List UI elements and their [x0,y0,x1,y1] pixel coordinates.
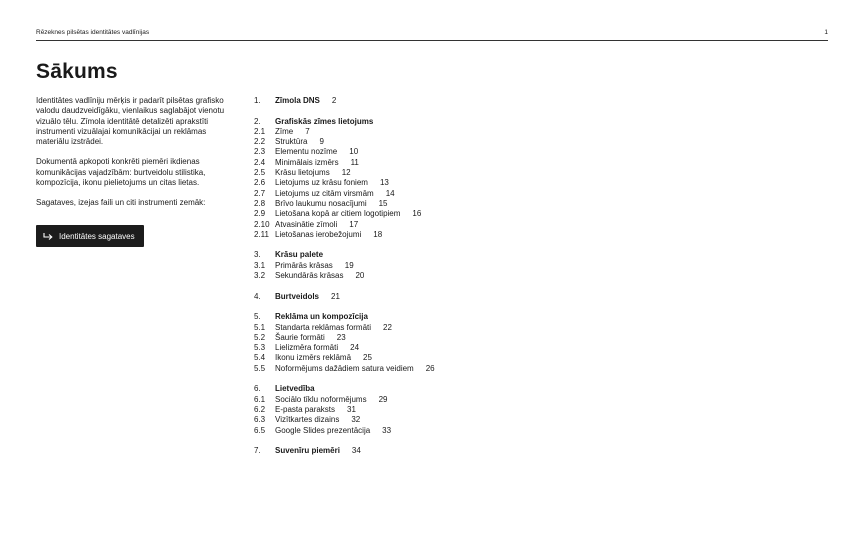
toc-section-heading[interactable] [254,312,614,322]
toc-number: 2.5 [254,168,266,178]
toc-title: Ikonu izmērs reklāmā [275,353,352,363]
toc-section [254,117,614,241]
toc-title: Zīmola DNS [275,96,320,105]
toc-page-number: 26 [425,363,435,373]
toc-section [254,250,614,281]
toc-page-number: 20 [355,271,365,281]
toc-section-heading[interactable] [254,384,614,394]
document-title: Rēzeknes pilsētas identitātes vadlīnijas [36,29,150,36]
toc-number: 2.1 [254,126,266,136]
toc-title: Primārās krāsas [275,260,333,270]
page-number: 1 [824,29,828,36]
toc-page-number: 2 [331,96,337,105]
toc-number: 6.1 [254,394,266,404]
toc-item[interactable] [254,220,614,230]
toc-number: 2.3 [254,147,266,157]
identity-templates-label: Identitātes sagataves [59,231,135,241]
toc-title: Noformējums dažādiem satura veidiem [275,363,414,373]
toc-item[interactable] [254,158,614,168]
toc-title: Standarta reklāmas formāti [275,322,372,332]
toc-number: 2. [254,116,261,126]
toc-item[interactable] [254,137,614,147]
toc-title: Burtveidols [275,291,320,301]
toc-section-heading[interactable] [254,446,614,456]
toc-item[interactable] [254,189,614,199]
toc-title: Lietvedība [275,384,315,394]
toc-page-number: 12 [341,168,351,178]
toc-item[interactable] [254,147,614,157]
toc-number: 2.2 [254,137,266,147]
toc-item[interactable] [254,127,614,137]
toc-title: Lietošana kopā ar citiem logotipiem [275,209,401,219]
toc-item[interactable] [254,323,614,333]
toc-page-number: 11 [350,157,359,167]
toc-title: Sociālo tīklu noformējums [275,394,367,404]
toc-page-number: 17 [349,219,359,229]
toc-page-number: 15 [378,198,388,208]
toc-page-number: 25 [363,353,372,363]
toc-page-number: 14 [385,188,395,198]
toc-title: Vizītkartes dizains [275,415,340,425]
toc-title: E-pasta paraksts [275,404,336,414]
toc-title: Lielizmēra formāti [275,343,339,353]
toc-page-number: 23 [336,332,346,342]
toc-number: 5.1 [254,322,266,332]
toc-number: 5. [254,312,261,322]
toc-number: 1. [254,96,261,105]
toc-number: 2.4 [254,157,266,167]
toc-item[interactable] [254,333,614,343]
toc-number: 6.2 [254,404,266,414]
toc-number: 5.4 [254,353,266,363]
toc-item[interactable] [254,415,614,425]
toc-section-heading[interactable] [254,250,614,260]
toc-item[interactable] [254,364,614,374]
toc-number: 2.10 [254,219,270,229]
toc-number: 6. [254,384,261,394]
toc-title: Suvenīru piemēri [275,446,340,456]
toc-section-heading[interactable] [254,96,614,106]
toc-section [254,96,614,106]
toc-page-number: 31 [347,404,356,414]
toc-page-number: 32 [351,415,361,425]
toc-page-number: 13 [379,178,389,188]
toc-title: Sekundārās krāsas [275,271,344,281]
arrow-return-right-icon [43,232,53,241]
toc-title: Šaurie formāti [275,332,325,342]
toc-number: 6.5 [254,425,266,435]
toc-page-number: 16 [412,209,422,219]
toc-page-number: 24 [350,343,360,353]
toc-number: 2.6 [254,178,266,188]
toc-title: Elementu nozīme [275,147,338,157]
intro-text [36,96,236,219]
toc-title: Atvasinātie zīmoli [275,219,338,229]
toc-section-heading[interactable] [254,117,614,127]
toc-title: Minimālais izmērs [275,157,339,167]
toc-item[interactable] [254,168,614,178]
toc-number: 4. [254,291,261,301]
page-header [36,28,828,41]
toc-item[interactable] [254,261,614,271]
toc-item[interactable] [254,178,614,188]
toc-number: 2.9 [254,209,266,219]
toc-item[interactable] [254,353,614,363]
toc-number: 2.8 [254,198,266,208]
intro-paragraph: Sagataves, izejas faili un citi instrumenti zemāk: [36,198,206,208]
toc-item[interactable] [254,209,614,219]
toc-title: Google Slides prezentācija [275,425,371,435]
toc-item[interactable] [254,230,614,240]
toc-page-number: 19 [344,260,354,270]
toc-title: Krāsu palete [275,250,324,260]
toc-number: 2.7 [254,188,266,198]
toc-section [254,384,614,435]
toc-page-number: 21 [331,291,340,301]
toc-section [254,446,614,456]
toc-title: Struktūra [275,137,308,147]
toc-number: 5.3 [254,343,266,353]
toc-item[interactable] [254,426,614,436]
identity-templates-button[interactable] [36,225,144,247]
toc-title: Brīvo laukumu nosacījumi [275,198,367,208]
toc-item[interactable] [254,343,614,353]
toc-page-number: 10 [349,147,359,157]
toc-title: Lietojums uz citām virsmām [275,188,374,198]
toc-section [254,312,614,374]
toc-title: Lietošanas ierobežojumi [275,229,362,239]
toc-section-heading[interactable] [254,292,614,302]
toc-number: 3. [254,250,261,260]
toc-page-number: 34 [351,446,361,456]
page-title: Sākums [36,60,118,83]
toc-page-number: 18 [373,229,383,239]
toc-section [254,292,614,302]
toc-page-number: 22 [383,322,392,332]
toc-page-number: 33 [382,425,392,435]
toc-page-number: 9 [319,137,324,147]
toc-number: 3.2 [254,271,266,281]
toc-item[interactable] [254,405,614,415]
toc-title: Reklāma un kompozīcija [275,312,368,322]
toc-title: Krāsu lietojums [275,168,330,178]
toc-item[interactable] [254,271,614,281]
intro-paragraph: Dokumentā apkopoti konkrēti piemēri ikdienas komunikācijas vajadzībām: burtveidolu stilistika, kompozīcija, ikonu pielietojums un citas lietas. [36,157,206,188]
toc-page-number: 29 [378,394,388,404]
toc-number: 5.5 [254,363,266,373]
toc-item[interactable] [254,395,614,405]
toc-number: 5.2 [254,332,266,342]
toc-title: Grafiskās zīmes lietojums [275,116,374,126]
toc-number: 2.11 [254,229,269,239]
toc-number: 6.3 [254,415,266,425]
intro-paragraph: Identitātes vadlīniju mērķis ir padarīt pilsētas grafisko valodu daudzveidīgāku, vienlaikus saglabājot vienotu vizuālo tēlu. Zīmola identitātē detalizēti aprakstīti instrumenti vizuālajai komunikācijai un reklāmas materiālu izstrādei. [36,96,225,147]
toc-title: Zīme [275,126,294,136]
toc-number: 7. [254,446,261,456]
toc-number: 3.1 [254,260,266,270]
toc-page-number: 7 [305,126,310,136]
toc-item[interactable] [254,199,614,209]
table-of-contents [254,96,614,467]
toc-title: Lietojums uz krāsu foniem [275,178,368,188]
